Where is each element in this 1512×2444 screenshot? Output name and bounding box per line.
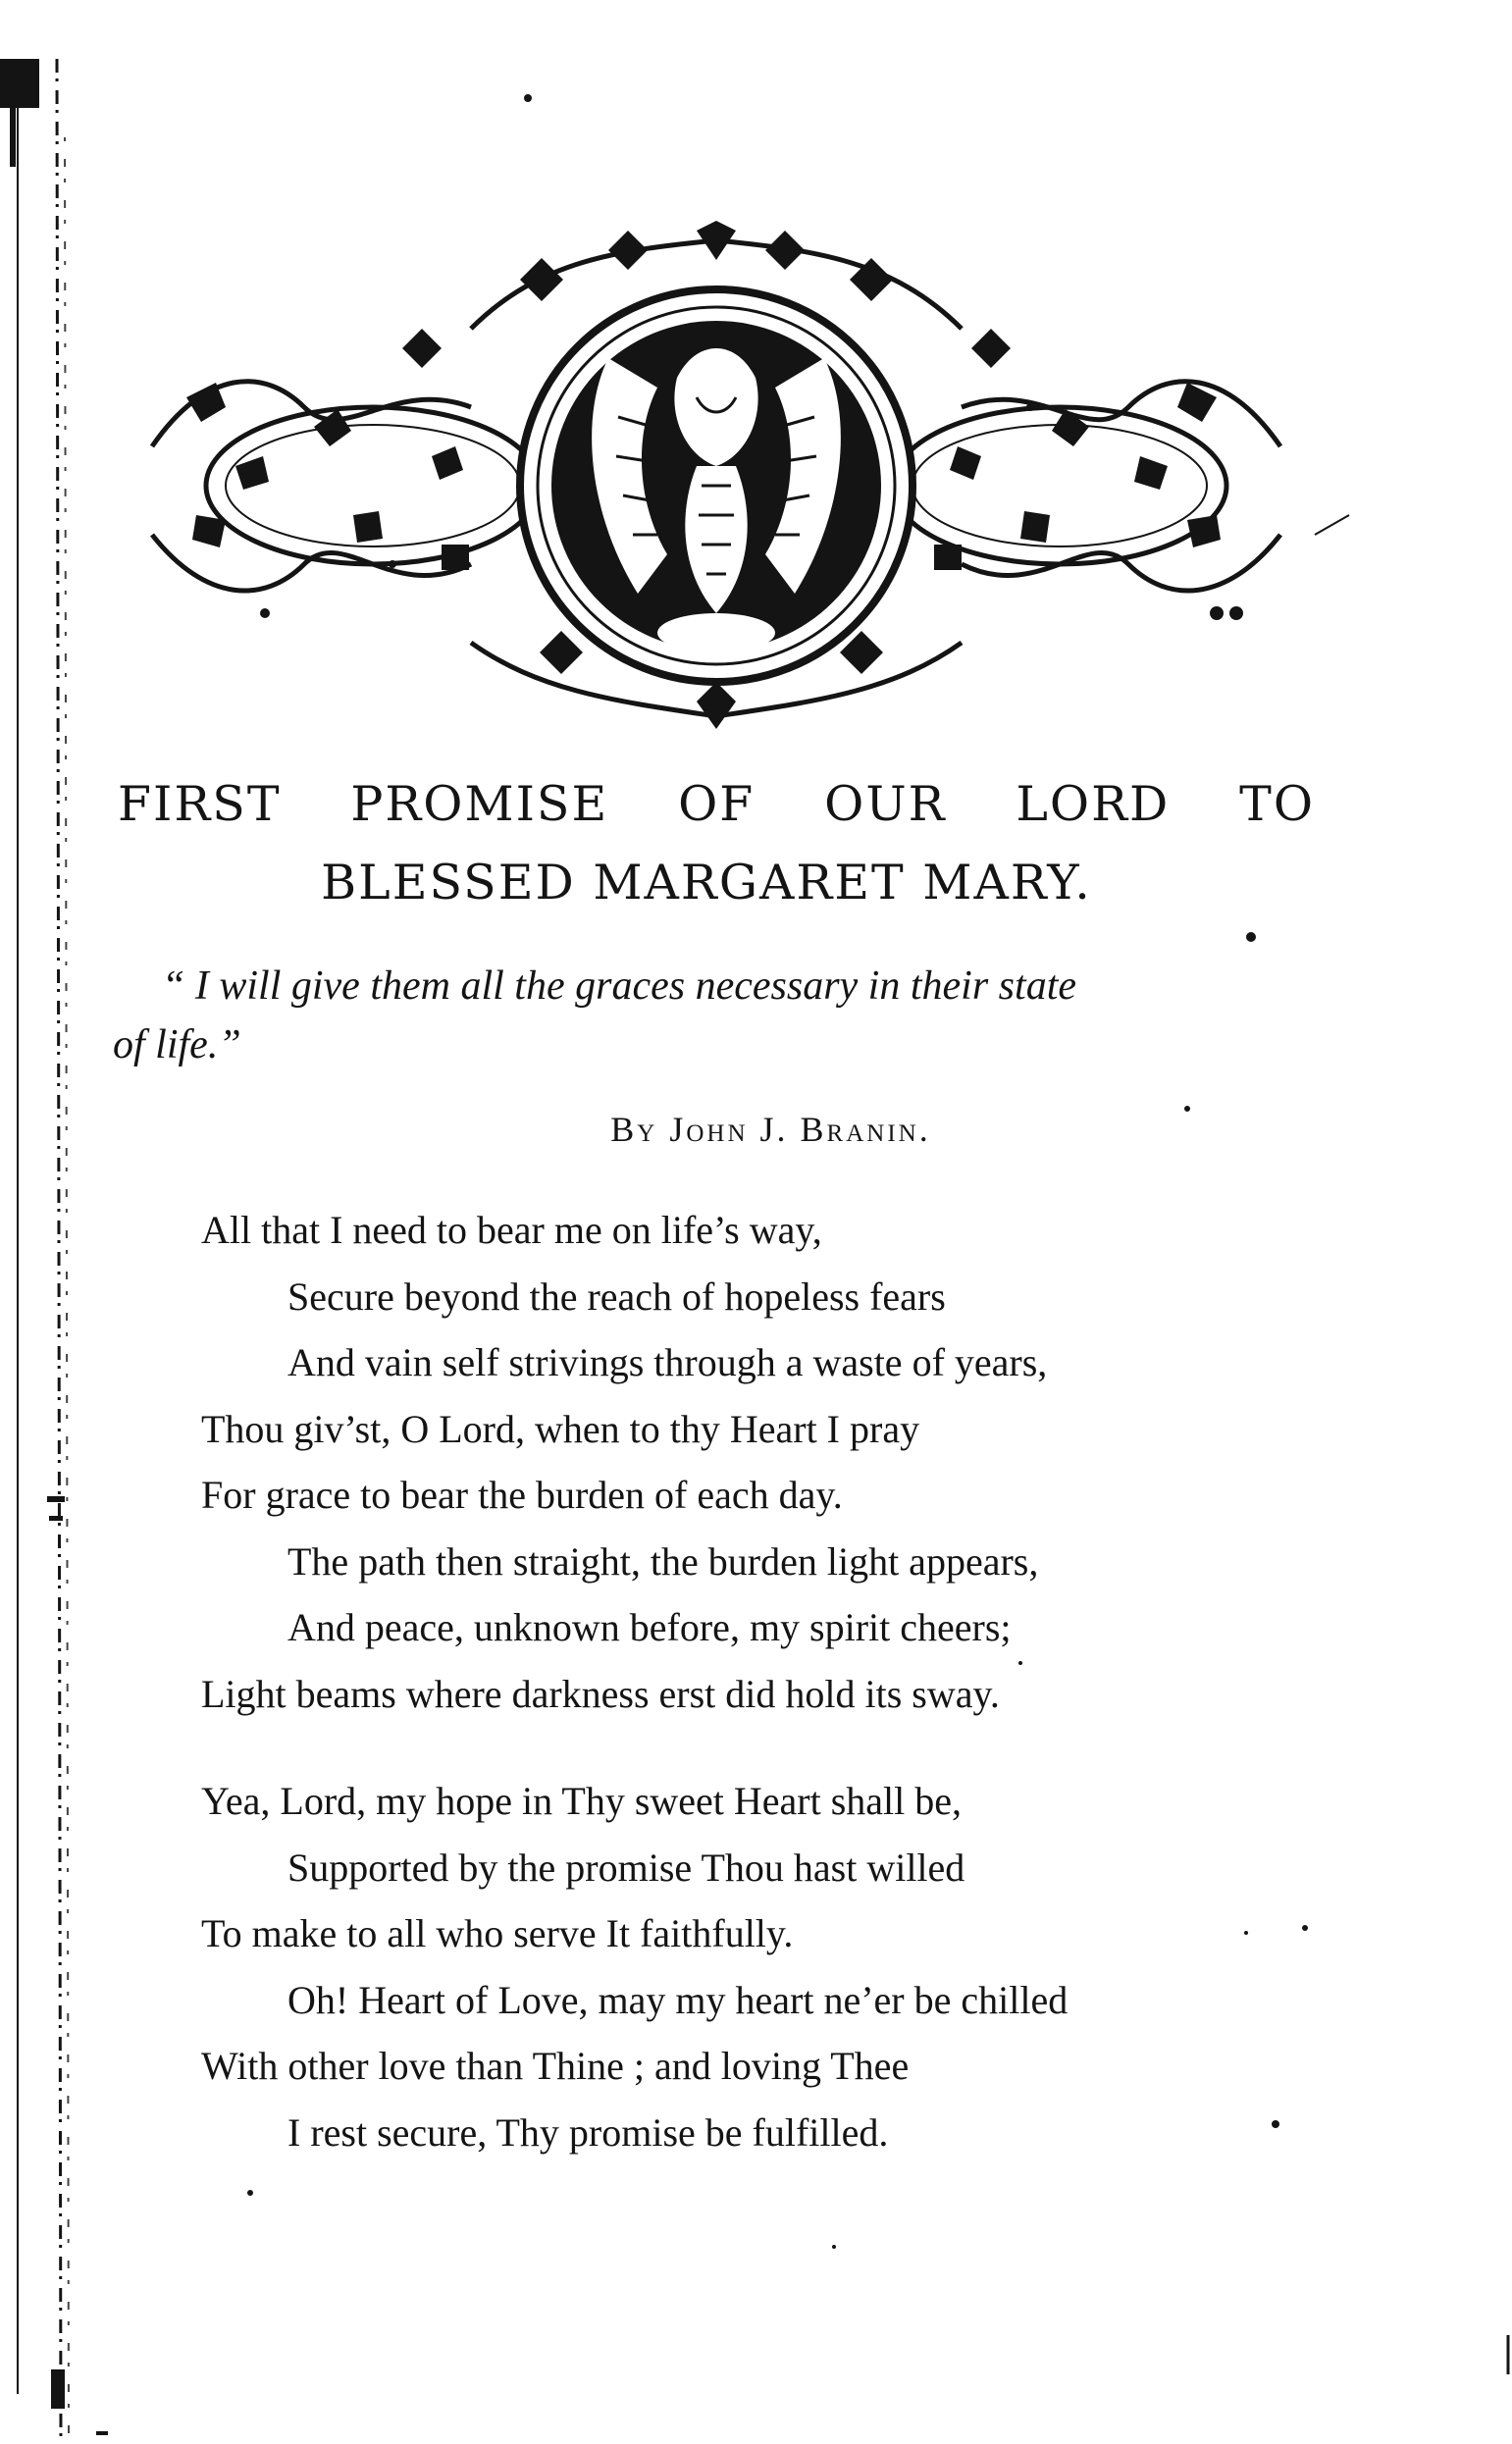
author-byline: By John J. Branin.	[610, 1110, 931, 1149]
epigraph-quote	[113, 957, 1305, 1074]
pelican-emblem-ornament	[147, 221, 1285, 731]
poem-line: Light beams where darkness erst did hold its sway.	[201, 1671, 1000, 1716]
epigraph-line-2: of life.”	[113, 1022, 241, 1067]
poem-line: Secure beyond the reach of hopeless fears	[287, 1274, 946, 1319]
stanza-2	[201, 1768, 1330, 2165]
poem-title	[98, 765, 1315, 922]
poem-line: Thou giv’st, O Lord, when to thy Heart I pray	[201, 1406, 920, 1451]
title-line-1: FIRST PROMISE OF OUR LORD TO	[118, 776, 1315, 832]
poem-body	[201, 1197, 1330, 2165]
binding-edge-decoration	[0, 0, 108, 2444]
poem-line: And peace, unknown before, my spirit cheers;	[287, 1605, 1012, 1649]
poem-line: All that I need to bear me on life’s way,	[201, 1208, 822, 1252]
title-line-2: BLESSED MARGARET MARY.	[321, 855, 1092, 910]
stanza-1	[201, 1197, 1330, 1727]
poem-line: I rest secure, Thy promise be fulfilled.	[287, 2109, 889, 2155]
poem-line: And vain self strivings through a waste of years,	[287, 1340, 1048, 1384]
poem-line: To make to all who serve It faithfully.	[201, 1911, 794, 1955]
epigraph-line-1: “ I will give them all the graces necessary in their state	[162, 963, 1076, 1009]
poem-line: With other love than Thine ; and loving Thee	[201, 2044, 910, 2088]
poem-line: For grace to bear the burden of each day.	[201, 1473, 843, 1517]
poem-line: Oh! Heart of Love, may my heart ne’er be chilled	[287, 1977, 1069, 2022]
poem-line: The path then straight, the burden light appears,	[287, 1538, 1039, 1584]
poem-line: Supported by the promise Thou hast willed	[287, 1845, 965, 1890]
poem-line: Yea, Lord, my hope in Thy sweet Heart shall be,	[201, 1779, 963, 1823]
